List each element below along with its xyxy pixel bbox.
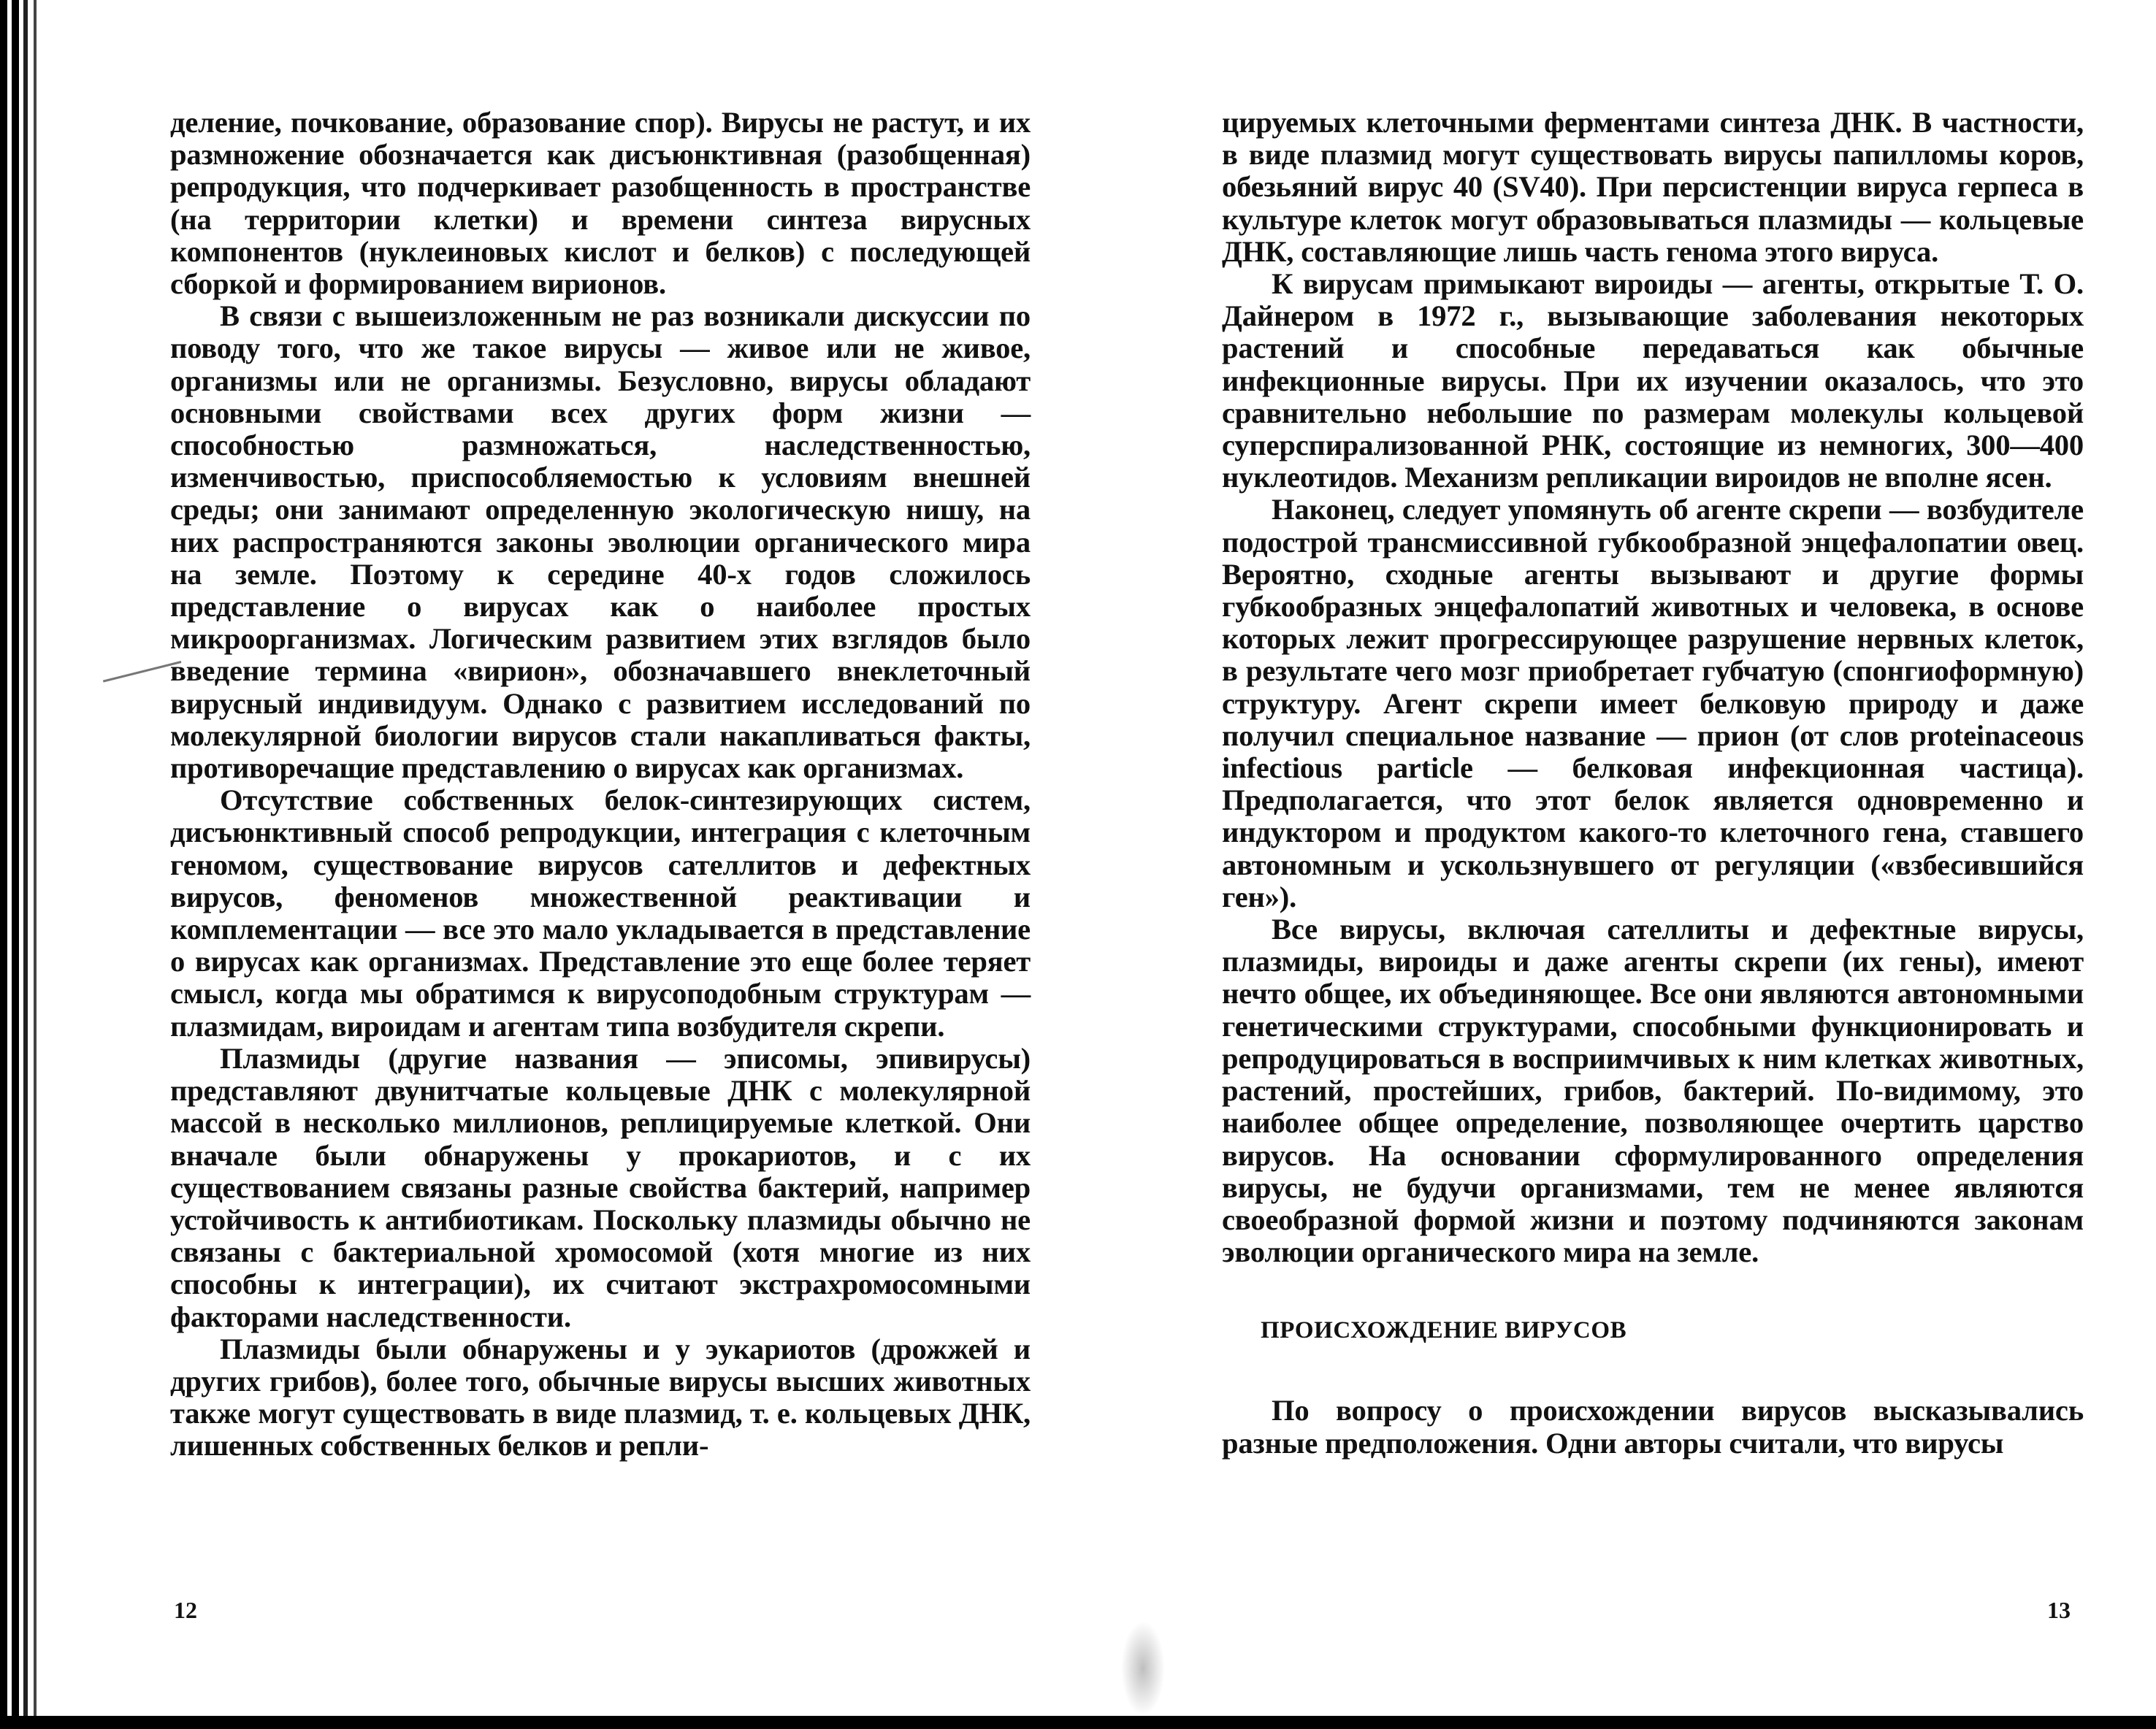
left-paragraph-5: Плазмиды были обнаружены и у эукариотов (дрожжей и других грибов), более того, обычные вирусы высших животных также могут существовать в виде плазмид, т. е. кольцевых ДНК, лишенных собственных белков и репли-	[170, 1332, 1031, 1462]
left-page	[170, 107, 1031, 1462]
right-paragraph-3: Наконец, следует упомянуть об агенте скрепи — возбудителе подострой трансмиссивной губкообразной энцефалопатии овец. Вероятно, сходные агенты вызывают и другие формы губкообразных энцефалопатий животных и человека, в основе которых лежит прогрессирующее разрушение нервных клеток, в результате чего мозг приобретает губчатую (спонгиоформную) структуру. Агент скрепи имеет белковую природу и даже получил специальное название — прион (от слов proteinaceous infectious particle — белковая инфекционная частица). Предполагается, что этот белок является одновременно и индуктором и продуктом какого-то клеточного гена, ставшего автономным и ускользнувшего от регуляции («взбесившийся ген»).	[1222, 493, 2084, 913]
right-paragraph-4: Все вирусы, включая сателлиты и дефектные вирусы, плазмиды, вироиды и даже агенты скрепи (их гены), имеют нечто общее, их объединяющее. Все они являются автономными генетическими структурами, способными функционировать и репродуцироваться в восприимчивых к ним клетках животных, растений, простейших, грибов, бактерий. По-видимому, это наиболее общее определение, позволяющее очертить царство вирусов. На основании сформулированного определения вирусы, не будучи организмами, тем не менее являются своеобразной формой жизни и поэтому подчиняются законам эволюции органического мира на земле.	[1222, 913, 2084, 1269]
scan-bottom-edge	[0, 1716, 2156, 1729]
book-binding-edge	[0, 0, 54, 1729]
right-page	[1222, 107, 2084, 1460]
page-number-left: 12	[174, 1597, 197, 1623]
right-paragraph-2: К вирусам примыкают вироиды — агенты, открытые Т. О. Дайнером в 1972 г., вызывающие заболевания некоторых растений и способные передаваться как обычные инфекционные вирусы. При их изучении оказалось, что это сравнительно небольшие по размерам молекулы кольцевой суперспирализованной РНК, состоящие из немногих, 300—400 нуклеотидов. Механизм репликации вироидов не вполне ясен.	[1222, 267, 2084, 494]
right-paragraph-1: цируемых клеточными ферментами синтеза ДНК. В частности, в виде плазмид могут существовать вирусы папилломы коров, обезьяний вирус 40 (SV40). При персистенции вируса герпеса в культуре клеток могут образовываться плазмиды — кольцевые ДНК, составляющие лишь часть генома этого вируса.	[1222, 106, 2084, 268]
left-paragraph-2: В связи с вышеизложенным не раз возникали дискуссии по поводу того, что же такое вирусы — живое или не живое, организмы или не организмы. Безусловно, вирусы обладают основными свойствами всех других форм жизни — способностью размножаться, наследственностью, изменчивостью, приспособляемостью к условиям внешней среды; они занимают определенную экологическую нишу, на них распространяются законы эволюции органического мира на земле. Поэтому к середине 40-х годов сложилось представление о вирусах как о наиболее простых микроорганизмах. Логическим развитием этих взглядов было введение термина «вирион», обозначавшего внеклеточный вирусный индивидуум. Однако с развитием исследований по молекулярной биологии вирусов стали накапливаться факты, противоречащие представлению о вирусах как организмах.	[170, 299, 1031, 785]
left-paragraph-4: Плазмиды (другие названия — эписомы, эпивирусы) представляют двунитчатые кольцевые ДНК с молекулярной массой в несколько миллионов, реплицируемые клеткой. Они вначале были обнаружены у прокариотов, и с их существованием связаны разные свойства бактерий, например устойчивость к антибиотикам. Поскольку плазмиды обычно не связаны с бактериальной хромосомой (хотя многие из них способны к интеграции), их считают экстрахромосомными факторами наследственности.	[170, 1041, 1031, 1333]
section-heading: ПРОИСХОЖДЕНИЕ ВИРУСОВ	[1261, 1317, 1627, 1344]
left-paragraph-1: деление, почкование, образование спор). Вирусы не растут, и их размножение обозначается как дисъюнктивная (разобщенная) репродукция, что подчеркивает разобщенность в пространстве (на территории клетки) и времени синтеза вирусных компонентов (нуклеиновых кислот и белков) с последующей сборкой и формированием вирионов.	[170, 106, 1031, 301]
page-number-right: 13	[2047, 1597, 2071, 1623]
left-paragraph-3: Отсутствие собственных белок-синтезирующих систем, дисъюнктивный способ репродукции, интеграция с клеточным геномом, существование вирусов сателлитов и дефектных вирусов, феноменов множественной реактивации и комплементации — все это мало укладывается в представление о вирусах как организмах. Представление это еще более теряет смысл, когда мы обратимся к вирусоподобным структурам — плазмидам, вироидам и агентам типа возбудителя скрепи.	[170, 783, 1031, 1043]
right-paragraph-after-heading: По вопросу о происхождении вирусов высказывались разные предположения. Одни авторы считали, что вирусы	[1222, 1394, 2084, 1460]
gutter-shadow	[1121, 1621, 1165, 1716]
